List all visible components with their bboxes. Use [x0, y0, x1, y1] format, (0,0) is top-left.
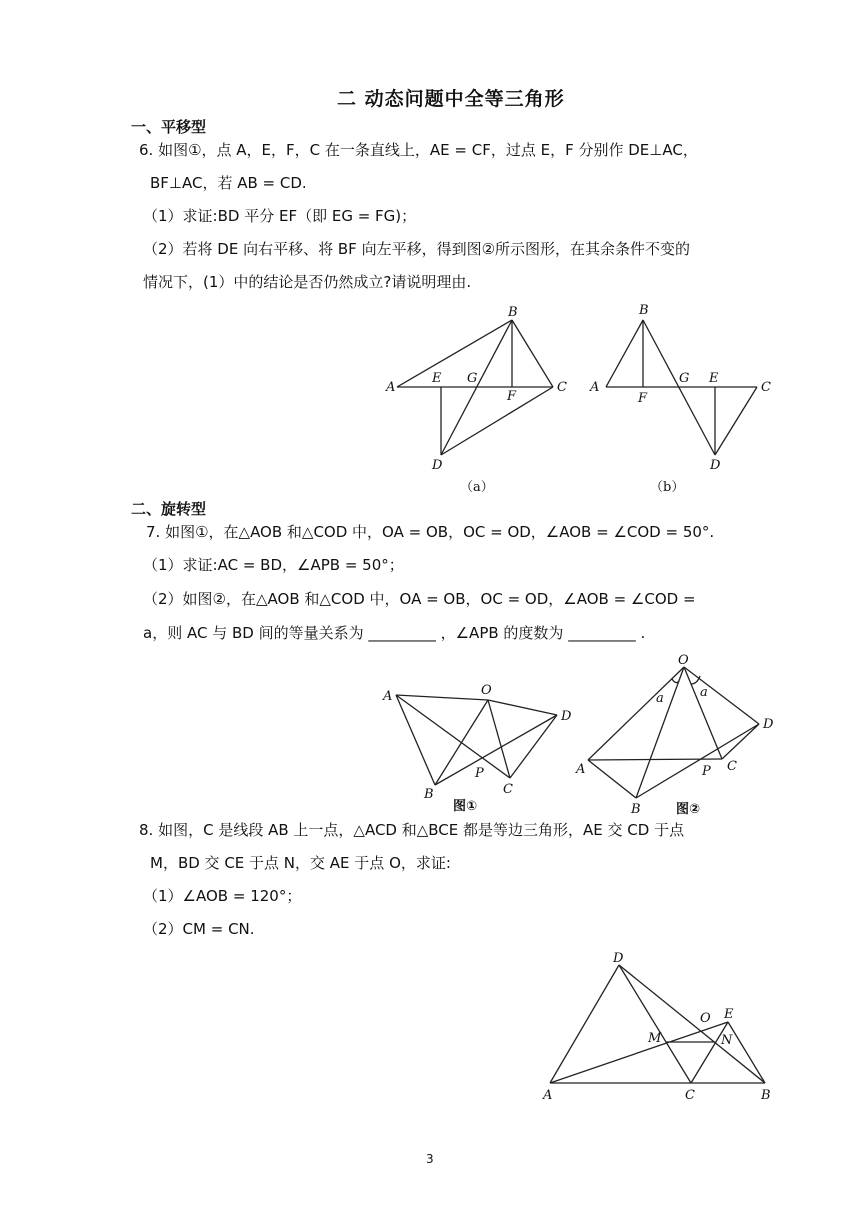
segment-EB [728, 1022, 765, 1083]
label-O: O [700, 1011, 711, 1026]
label-N: N [721, 1033, 733, 1048]
label-E: E [709, 371, 719, 386]
label-D: D [613, 951, 624, 966]
label-F: F [638, 391, 648, 406]
label-O: O [678, 653, 689, 668]
label-D: D [432, 458, 443, 473]
figure-6b-caption: （b） [650, 480, 685, 495]
label-A: A [543, 1088, 553, 1103]
label-P: P [475, 766, 484, 781]
problem-6-line-2: BF⊥AC，若 AB = CD. [150, 174, 307, 192]
figure-7-2-caption: 图② [676, 802, 701, 817]
label-C: C [727, 759, 737, 774]
problem-6-question-2-line-2: 情况下，(1）中的结论是否仍然成立?请说明理由. [143, 273, 472, 291]
label-F: F [507, 389, 517, 404]
label-G: G [467, 371, 478, 386]
problem-8-line-1: 8. 如图，C 是线段 AB 上一点，△ACD 和△BCE 都是等边三角形，AE 交 CD 于点 [139, 821, 685, 839]
label-B: B [424, 787, 434, 802]
label-alpha-1: a [656, 691, 664, 706]
segment-DB [619, 965, 765, 1083]
problem-6-question-1: （1）求证:BD 平分 EF（即 EG = FG)； [143, 207, 417, 225]
label-E: E [432, 371, 442, 386]
page-title: 二 动态问题中全等三角形 [337, 88, 565, 110]
segment-DC [619, 965, 691, 1083]
figure-7-1-caption: 图① [453, 799, 478, 814]
label-B: B [508, 305, 518, 320]
problem-8-question-2: （2）CM = CN. [143, 920, 255, 938]
problem-7-question-1: （1）求证:AC = BD，∠APB = 50°； [143, 556, 404, 574]
problem-8-line-2: M，BD 交 CE 于点 N，交 AE 于点 O，求证: [150, 854, 451, 872]
label-D: D [561, 709, 572, 724]
label-A: A [590, 380, 600, 395]
problem-7-question-2-line-1: （2）如图②，在△AOB 和△COD 中，OA = OB，OC = OD，∠AOB = ∠COD = [143, 590, 696, 608]
problem-8-question-1: （1）∠AOB = 120°； [143, 887, 302, 905]
label-B: B [639, 303, 649, 318]
label-M: M [648, 1031, 662, 1046]
label-alpha-2: a [700, 685, 708, 700]
label-A: A [383, 689, 393, 704]
label-P: P [702, 764, 711, 779]
problem-6-question-2-line-1: （2）若将 DE 向右平移、将 BF 向左平移，得到图②所示图形，在其余条件不变的 [143, 240, 691, 258]
label-G: G [679, 371, 690, 386]
problem-6-line-1: 6. 如图①，点 A，E，F，C 在一条直线上，AE = CF，过点 E，F 分别作 DE⊥AC， [139, 141, 698, 159]
problem-7-line-1: 7. 如图①，在△AOB 和△COD 中，OA = OB，OC = OD，∠AOB = ∠COD = 50°. [146, 523, 715, 541]
problem-7-question-2-line-2: a，则 AC 与 BD 间的等量关系为 _________ ，∠APB 的度数为 _________ . [143, 624, 646, 642]
label-A: A [576, 762, 586, 777]
section-heading-translation: 一、平移型 [131, 118, 207, 136]
label-C: C [503, 782, 513, 797]
label-B: B [631, 802, 641, 817]
label-O: O [481, 683, 492, 698]
label-D: D [763, 717, 774, 732]
segment-AD [550, 965, 619, 1083]
label-E: E [724, 1007, 734, 1022]
label-B: B [761, 1088, 771, 1103]
label-C: C [761, 380, 771, 395]
label-C: C [557, 380, 567, 395]
label-D: D [710, 458, 721, 473]
label-A: A [386, 380, 396, 395]
figure-6a-caption: （a） [460, 480, 494, 495]
page-number: 3 [426, 1152, 434, 1166]
label-C: C [685, 1088, 695, 1103]
segment-CE [691, 1022, 728, 1083]
section-heading-rotation: 二、旋转型 [131, 500, 207, 518]
